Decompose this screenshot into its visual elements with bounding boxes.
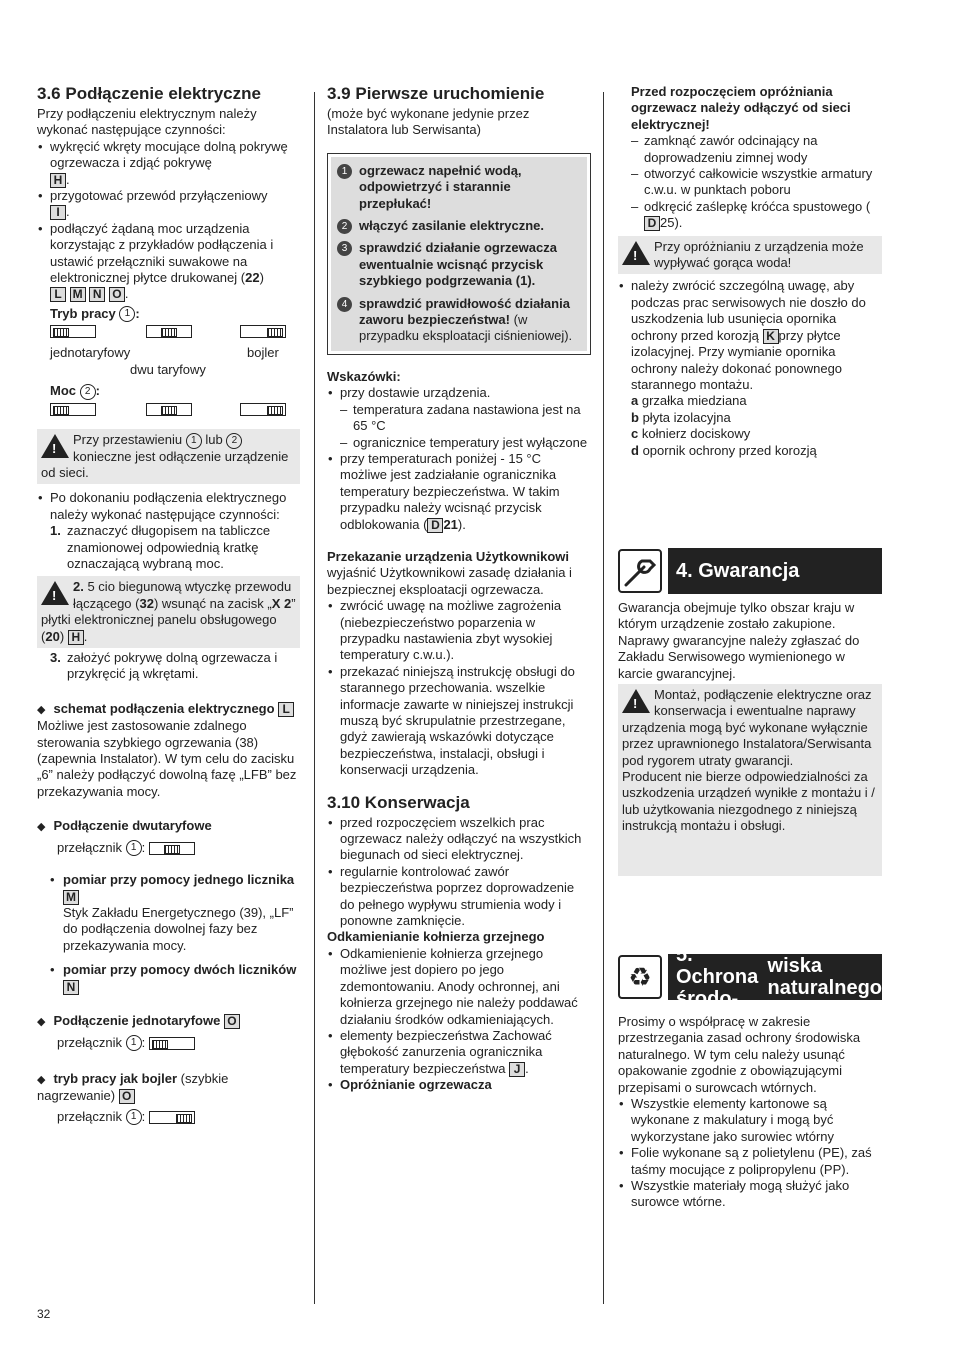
list-item: – temperatura zadana nastawiona jest na 65 °C	[327, 402, 591, 435]
column-1	[37, 84, 300, 1125]
list-item: • Odkamienienie kołnierza grzejnego możliwe jest dopiero po jego zdemontowaniu. Anody ochronnej, ani kołnierza grzejnego nie należy poddawać działaniu środków odkamieniających.	[327, 946, 591, 1028]
number-circle: 1	[186, 433, 202, 449]
warning-icon	[41, 434, 69, 458]
key-label: I	[50, 205, 66, 220]
key-label: L	[50, 287, 66, 302]
key-label: M	[70, 287, 86, 302]
bullet-list	[37, 139, 300, 303]
dip-switch-icon	[50, 325, 96, 338]
paragraph: (może być wykonane jedynie przez Instalatora lub Serwisanta)	[327, 106, 530, 138]
list-item: • regularnie kontrolować zawór bezpieczeństwa poprzez doprowadzenie do pełnego wypływu strumienia wody i ponowne zamknięcie.	[327, 864, 591, 930]
warning-heading: Przed rozpoczęciem opróżniania ogrzewacz należy odłączyć od sieci elektrycznej!	[631, 84, 851, 132]
list-item: • zwrócić uwagę na możliwe zagrożenia (niebezpieczeństwo poparzenia w przypadku nastawienia zbyt wysokiej temperatury c.w.u.).	[327, 598, 591, 664]
list-item: • Opróżnianie ogrzewacza	[327, 1077, 591, 1093]
dip-switch-icon	[50, 403, 96, 416]
list-item: • elementy bezpieczeństwa Zachować głębokość zanurzenia ogranicznika temperatury bezpieczeństwa J .	[327, 1028, 591, 1077]
number-circle: 1	[126, 1035, 142, 1051]
key-label: O	[224, 1014, 240, 1029]
bullet-list	[327, 815, 591, 930]
section-title: 5. Ochrona środo- wiska naturalnego	[668, 954, 882, 1000]
warning-box: ! Montaż, podłączenie elektryczne oraz konserwacja i ewentualne naprawy urządzenia mogą być wykonane wyłącznie przez uprawnionego Instalatora/Serwisanta pod rygorem utraty gwarancji. Producent nie bierze odpowiedzialności za uszkodzenia urządzeń wynikłe z montażu i / lub użytkowania niezgodnego z niniejszą instrukcją montażu i obsługi.	[618, 684, 882, 876]
paragraph: Prosimy o współpracę w zakresie przestrzegania zasad ochrony środowiska naturalnego. W tym celu należy usunąć opakowanie zgodnie z obowiązującymi przepisami o surowcach wtórnych.	[618, 1014, 861, 1095]
handover-block: Przekazanie urządzenia Użytkownikowi wyjaśnić Użytkownikowi zasadę działania i bezpiecznej eksploatacji ogrzewacza. • zwrócić uwagę na możliwe zagrożenia (niebezpieczeństwo poparzenia w przypadku nastawienia zbyt wysokiej temperatury c.w.u.). • przekazać niniejszą instrukcję obsługi do starannego przechowania. wszelkie informacje zawarte w niniejszej instrukcji muszą być skrupulatnie przestrzegane, gdyż zawierają wskazówki dotyczące bezpieczeństwa, instalacji, obsługi i konserwacji urządzenia.	[327, 549, 591, 779]
switch-label: bojler	[247, 345, 279, 361]
column-3	[618, 84, 882, 459]
number-circle: 2	[226, 433, 242, 449]
list-item: – zamknąć zawór odcinający na doprowadzeniu zimnej wody	[618, 133, 882, 166]
power-label: Moc	[50, 383, 76, 399]
list-item: • pomiar przy pomocy dwóch liczników N	[50, 962, 297, 994]
step-number: 1	[337, 164, 352, 179]
key-label: D	[427, 518, 443, 533]
warning-box: ! Przy przestawieniu 1 lub 2 konieczne jest odłączenie urządzenie od sieci.	[37, 429, 300, 484]
column-2	[327, 84, 591, 1094]
number-circle: 1	[126, 1109, 142, 1125]
dip-switch-icon	[146, 325, 192, 338]
warning-box: ! 2. 5 cio biegunową wtyczkę przewodu łączącego (32) wsunąć na zacisk „X 2” płytki elektronicznej panelu obsługowego (20) H .	[37, 576, 300, 648]
hints-block: Wskazówki: • przy dostawie urządzenia. – temperatura zadana nastawiona jest na 65 °C – ogranicznice temperatury jest wyłączone • przy temperaturach poniżej - 15 °C możliwe jest zadziałanie ogranicznika temperatury bezpieczeństwa. W takim przypadku należy wcisnąć przycisk odblokowania ( D 21).	[327, 369, 591, 533]
list-item: – ogranicznice temperatury jest wyłączone	[327, 435, 591, 451]
environment-section	[618, 944, 882, 1211]
list-item: • przygotować przewód przyłączeniowy I .	[37, 188, 300, 221]
list-item: • przed rozpoczęciem wszelkich prac ogrzewacz należy odłączyć na wszystkich biegunach od sieci elektrycznej.	[327, 815, 591, 864]
step-1: 1. zaznaczyć długopisem na tabliczce znamionowej odpowiednią kratkę oznaczającą wybraną moc.	[50, 523, 271, 571]
mode-switches: Tryb pracy 1 : jednotaryfowy bojler dwu taryfowy Moc 2 :	[37, 306, 300, 423]
paragraph: Możliwe jest zastosowanie zdalnego sterowania szybkiego ogrzewania (38) (zapewnia Instalator). W tym celu do zacisku „6” należy podłączyć dowolną fazę „LFB” bez przekazywania mocy.	[37, 718, 297, 799]
list-item: • Po dokonaniu podłączenia elektrycznego należy wykonać następujące czynności:	[37, 490, 300, 523]
schema-block: ◆ schemat podłączenia elektrycznego L Możliwe jest zastosowanie zdalnego sterowania szybkiego ogrzewania (38) (zapewnia Instalator). W tym celu do zacisku „6” należy podłączyć dowolną fazę „LFB” bez przekazywania mocy.	[37, 701, 300, 800]
bullet-list	[37, 490, 300, 523]
warning-box: ! Przy opróżnianiu z urządzenia może wypływać gorąca woda!	[618, 236, 882, 275]
startup-steps-box	[327, 153, 591, 355]
dash-list	[618, 133, 882, 231]
key-label: K	[763, 329, 779, 344]
section-title: 3.10 Konserwacja	[327, 792, 470, 812]
section-title: 3.9 Pierwsze uruchomienie	[327, 84, 545, 103]
list-item: • Wszystkie elementy kartonowe są wykonane z makulatury i mogą być wykorzystane jako surowiec wtórny	[618, 1096, 882, 1145]
key-label: H	[50, 173, 66, 188]
step-3: 3. założyć pokrywę dolną ogrzewacza i przykręcić ją wkrętami.	[50, 650, 278, 682]
warning-icon	[622, 689, 650, 713]
paragraph: Przy podłączeniu elektrycznym należy wykonać następujące czynności:	[37, 106, 257, 138]
key-label: O	[109, 287, 125, 302]
dip-switch-icon	[149, 842, 195, 855]
dip-switch-icon	[149, 1037, 195, 1050]
bullet-list	[327, 946, 591, 1094]
list-item: – odkręcić zaślepkę króćca spustowego (D 25).	[618, 199, 882, 232]
step-number: 4	[337, 297, 352, 312]
column-divider	[314, 92, 315, 1304]
step-number: 3	[337, 241, 352, 256]
key-label: N	[63, 980, 79, 995]
section-banner	[618, 944, 882, 1010]
one-tariff-block: ◆ Podłączenie jednotaryfowe O przełącznik 1 :	[37, 1013, 300, 1051]
key-label: O	[119, 1089, 135, 1104]
key-label: L	[278, 702, 294, 717]
number-circle: 1	[126, 840, 142, 856]
step: 1 ogrzewacz napełnić wodą, odpowietrzyć i starannie przepłukać!	[337, 163, 581, 212]
step-number: 2	[337, 219, 352, 234]
list-item: • podłączyć żądaną moc urządzenia korzystając z przykładów podłączenia i ustawić przełączniki suwakowe na elektronicznej płytce drukowanej (22) L M N O .	[37, 221, 300, 303]
column-divider	[603, 92, 604, 1304]
dip-switch-icon	[146, 403, 192, 416]
wrench-icon	[618, 549, 662, 593]
list-item: • przekazać niniejszą instrukcję obsługi do starannego przechowania. wszelkie informacje zawarte w niniejszej instrukcji muszą być skrupulatnie przestrzegane, gdyż zawierają wskazówki dotyczące bezpieczeństwa, instalacji, obsługi i konserwacji urządzenia.	[327, 664, 591, 779]
list-item: • przy temperaturach poniżej - 15 °C możliwe jest zadziałanie ogranicznika temperatury bezpieczeństwa. W takim przypadku należy wcisnąć przycisk odblokowania ( D 21).	[327, 451, 591, 533]
number-circle: 2	[80, 384, 96, 400]
warning-icon	[622, 241, 650, 265]
key-label: M	[63, 890, 79, 905]
dip-switch-icon	[149, 1111, 195, 1124]
mode-label: Tryb pracy	[50, 305, 116, 321]
dip-switch-icon	[240, 403, 286, 416]
page-number: 32	[37, 1307, 51, 1321]
step: 4 sprawdzić prawidłowość działania zaworu bezpieczeństwa! (w przypadku eksploatacji ciśnieniowej).	[337, 296, 581, 345]
dip-switch-icon	[240, 325, 286, 338]
subheading: Odkamienianie kołnierza grzejnego	[327, 929, 545, 945]
list-item: • wykręcić wkręty mocujące dolną pokrywę ogrzewacza i zdjąć pokrywę H .	[37, 139, 300, 188]
section-title: 4. Gwarancja	[668, 548, 882, 594]
list-item: • należy zwrócić szczególną uwagę, aby podczas prac serwisowych nie doszło do uszkodzenia lub usunięcia opornika ochrony przed korozją K przy płytce izolacyjnej. Przy wymianie opornika ochrony należy dokonać ponownego starannego montażu. a grzałka miedziana b płyta izolacyjna c kołnierz dociskowy d opornik ochrony przed korozją	[618, 278, 882, 458]
list-item: – otworzyć całkowicie wszystkie armatury c.w.u. w punktach poboru	[618, 166, 882, 199]
warning-icon	[41, 581, 69, 605]
bullet-list	[618, 1096, 882, 1211]
warranty-section	[618, 548, 882, 876]
number-circle: 1	[119, 306, 135, 322]
step: 2 włączyć zasilanie elektryczne.	[337, 218, 581, 234]
section-title: 3.6 Podłączenie elektryczne	[37, 84, 261, 103]
key-label: H	[68, 630, 84, 645]
switch-label: dwu taryfowy	[130, 362, 206, 378]
section-banner	[618, 548, 882, 594]
step: 3 sprawdzić działanie ogrzewacza ewentualnie wcisnąć przycisk szybkiego podgrzewania (1).	[337, 240, 581, 289]
recycle-icon: ♻	[618, 955, 662, 999]
list-item: • Folie wykonane są z polietylenu (PE), zaś taśmy mocujące z polipropylenu (PP).	[618, 1145, 882, 1178]
key-label: N	[89, 287, 105, 302]
paragraph: Gwarancja obejmuje tylko obszar kraju w którym urządzenie zostało zakupione. Naprawy gwarancyjne należy zgłaszać do Zakładu Serwisowego wymienionego w karcie gwarancyjnej.	[618, 600, 860, 681]
list-item: • przy dostawie urządzenia.	[327, 385, 591, 401]
list-item: • pomiar przy pomocy jednego licznika M Styk Zakładu Energetycznego (39), „LF” do podłączenia dowolnej fazy bez przekazywania mocy.	[50, 872, 295, 953]
two-tariff-block: ◆ Podłączenie dwutaryfowe przełącznik 1 : • pomiar przy pomocy jednego licznika M Styk Zakładu Energetycznego (39), „LF” do podłączenia dowolnej fazy bez przekazywania mocy. • pomiar przy pomocy dwóch liczników N	[37, 818, 300, 995]
switch-label: jednotaryfowy	[50, 345, 131, 361]
boiler-mode-block: ◆ tryb pracy jak bojler (szybkie nagrzewanie) O przełącznik 1 :	[37, 1071, 300, 1125]
list-item: • Wszystkie materiały mogą służyć jako surowce wtórne.	[618, 1178, 882, 1211]
bullet-list	[618, 278, 882, 458]
key-label: D	[644, 216, 660, 231]
key-label: J	[509, 1062, 525, 1077]
